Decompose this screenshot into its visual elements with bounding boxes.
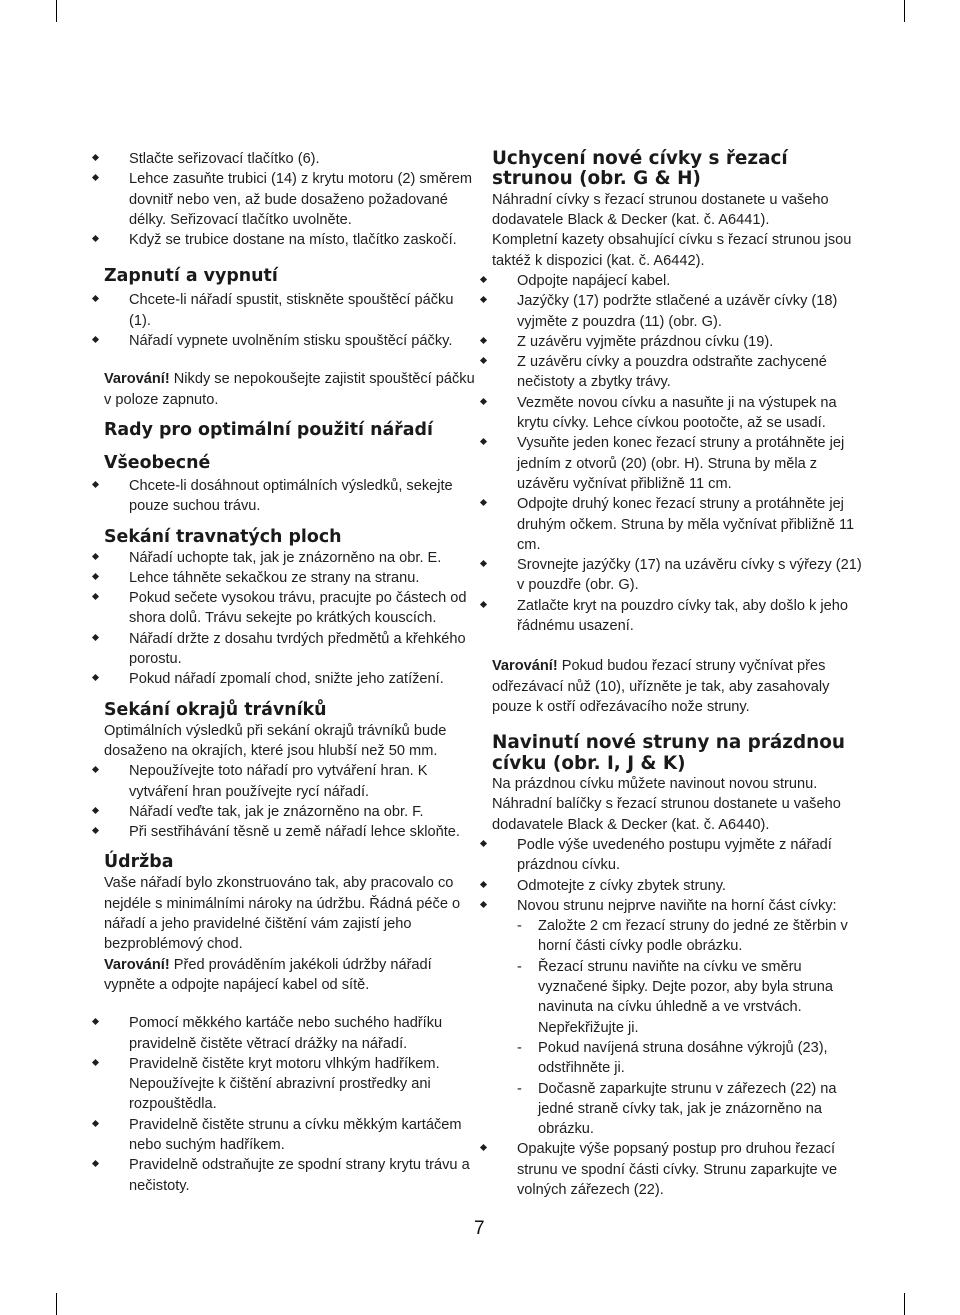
crop-mark	[904, 1293, 905, 1315]
bullet-icon	[480, 880, 487, 887]
list-item: Při sestřihávání těsně u země nářadí lehce skloňte.	[104, 822, 476, 842]
list-item: Odmotejte z cívky zbytek struny.	[492, 876, 864, 896]
sub-list-item: - Řezací strunu naviňte na cívku ve směru vyznačené šipky. Dejte pozor, aby byla struna navinuta na cívku úhledně a ve vrstvách. Nepřekřižujte ji.	[517, 958, 834, 1036]
section-heading: Sekání okrajů trávníků	[104, 699, 327, 720]
crop-mark	[904, 0, 905, 22]
list-item: Jazýčky (17) podržte stlačené a uzávěr cívky (18) vyjměte z pouzdra (11) (obr. G).	[492, 291, 864, 332]
bullet-icon	[480, 1144, 487, 1151]
list-item: Pomocí měkkého kartáče nebo suchého hadříku pravidelně čistěte větrací drážky na nářadí.	[104, 1013, 476, 1054]
section-heading: Zapnutí a vypnutí	[104, 266, 278, 287]
bullet-icon	[92, 235, 99, 242]
bullet-icon	[92, 827, 99, 834]
paragraph: Náhradní balíčky s řezací strunou dostanete u vašeho dodavatele Black & Decker (kat. č. A6440).	[492, 796, 841, 833]
list-item: Pravidelně čistěte strunu a cívku měkkým kartáčem nebo suchým hadříkem.	[104, 1115, 476, 1156]
paragraph: Náhradní cívky s řezací strunou dostanete u vašeho dodavatele Black & Decker (kat. č. A6441).	[492, 191, 829, 229]
warning-label: Varování!	[104, 956, 170, 973]
section-heading: Rady pro optimální použití nářadí	[104, 419, 433, 440]
section-heading: Údržba	[104, 852, 174, 873]
sub-heading: Všeobecné	[104, 452, 211, 473]
list-item: Pokud sečete vysokou trávu, pracujte po částech od shora dolů. Trávu sekejte po krátkých kouscích.	[104, 588, 476, 629]
list-item: Pravidelně odstraňujte ze spodní strany krytu trávu a nečistoty.	[104, 1155, 476, 1196]
bullet-icon	[480, 438, 487, 445]
bullet-icon	[480, 357, 487, 364]
page-number: 7	[474, 1218, 485, 1239]
bullet-icon	[480, 296, 487, 303]
tips-list	[104, 476, 476, 517]
list-item: Opakujte výše popsaný postup pro druhou řezací strunu ve spodní části cívky. Strunu zaparkujte ve volných zářezech (22).	[492, 1139, 864, 1200]
list-item: Pravidelně čistěte kryt motoru vlhkým hadříkem. Nepoužívejte k čištění abrazivní prostředky ani rozpouštědla.	[104, 1054, 476, 1115]
dash-icon: -	[517, 958, 522, 975]
list-item: Lehce táhněte sekačkou ze strany na stranu.	[104, 568, 476, 588]
warning-paragraph: Varování! Pokud budou řezací struny vyčnívat přes odřezávací nůž (10), uřízněte je tak, aby zasahovaly pouze k ostří odřezávacího nože struny.	[492, 658, 830, 715]
bullet-icon	[92, 593, 99, 600]
paragraph: Optimálních výsledků při sekání okrajů trávníků bude dosaženo na okrajích, které jsou hlubší než 50 mm.	[104, 722, 447, 759]
bullet-icon	[480, 601, 487, 608]
edges-list	[104, 761, 476, 842]
warning-label: Varování!	[492, 658, 558, 675]
paragraph: Kompletní kazety obsahující cívku s řezací strunou jsou taktéž k dispozici (kat. č. A6442).	[492, 232, 852, 269]
bullet-icon	[92, 174, 99, 181]
list-item: Odpojte napájecí kabel.	[492, 271, 864, 291]
intro-list	[104, 149, 476, 250]
warning-label: Varování!	[104, 371, 170, 388]
bullet-icon	[92, 553, 99, 560]
list-item: Nářadí veďte tak, jak je znázorněno na obr. F.	[104, 802, 476, 822]
list-item: Novou strunu nejprve naviňte na horní část cívky: - Založte 2 cm řezací struny do jedné ze štěrbin v horní části cívky podle obrázku. - Řezací strunu naviňte na cívku ve směru vyznačené šipky. Dejte pozor, aby byla struna navinuta na cívku úhledně a ve vrstvách. Nepřekřižujte ji. - Pokud navíjená struna dosáhne výkrojů (23), odstřihněte ji. - Dočasně zaparkujte strunu v zářezech (22) na jedné straně cívky tak, jak je znázorněno na obrázku.	[492, 896, 864, 1140]
dash-icon: -	[517, 918, 522, 935]
section-heading: Navinutí nové struny na prázdnou cívku (obr. I, J & K)	[492, 732, 845, 774]
bullet-icon	[92, 1018, 99, 1025]
list-item: Vysuňte jeden konec řezací struny a protáhněte jej jedním z otvorů (20) (obr. H). Struna by měla z uzávěru vyčnívat přibližně 11 cm.	[492, 433, 864, 494]
bullet-icon	[92, 766, 99, 773]
list-item: Nářadí uchopte tak, jak je znázorněno na obr. E.	[104, 548, 476, 568]
bullet-icon	[480, 276, 487, 283]
left-column	[104, 149, 476, 1196]
list-item: Vezměte novou cívku a nasuňte ji na výstupek na krytu cívky. Lehce cívkou pootočte, až se usadí.	[492, 393, 864, 434]
warning-paragraph: Varování! Před prováděním jakékoli údržby nářadí vypněte a odpojte napájecí kabel od sítě.	[104, 956, 432, 993]
bullet-icon	[92, 1120, 99, 1127]
list-item: Odpojte druhý konec řezací struny a protáhněte jej druhým očkem. Struna by měla vyčnívat přibližně 11 cm.	[492, 494, 864, 555]
dash-icon: -	[517, 1039, 522, 1056]
section-heading: Uchycení nové cívky s řezací strunou (obr. G & H)	[492, 148, 788, 190]
bullet-icon	[92, 1059, 99, 1066]
bullet-icon	[480, 901, 487, 908]
list-item: Srovnejte jazýčky (17) na uzávěru cívky s výřezy (21) v pouzdře (obr. G).	[492, 555, 864, 596]
list-item: Lehce zasuňte trubici (14) z krytu motoru (2) směrem dovnitř nebo ven, až bude dosaženo požadované délky. Seřizovací tlačítko uvolněte.	[104, 169, 476, 230]
rewind-list	[492, 835, 864, 1200]
sub-list-item: - Pokud navíjená struna dosáhne výkrojů (23), odstřihněte ji.	[517, 1039, 828, 1077]
bullet-icon	[92, 807, 99, 814]
paragraph: Vaše nářadí bylo zkonstruováno tak, aby pracovalo co nejdéle s minimálními nároky na údržbu. Řádná péče o nářadí a jeho pravidelné čištění vám zajistí jeho bezproblémový chod.	[104, 875, 461, 953]
list-item: Nářadí vypnete uvolněním stisku spouštěcí páčky.	[104, 331, 476, 351]
list-item: Chcete-li nářadí spustit, stiskněte spouštěcí páčku (1).	[104, 290, 476, 331]
warning-paragraph: Varování! Nikdy se nepokoušejte zajistit spouštěcí páčku v poloze zapnuto.	[104, 371, 475, 408]
bullet-icon	[92, 154, 99, 161]
right-column	[492, 149, 864, 1200]
bullet-icon	[92, 573, 99, 580]
lawn-list	[104, 548, 476, 690]
maintenance-list	[104, 1013, 476, 1196]
list-item: Nářadí držte z dosahu tvrdých předmětů a křehkého porostu.	[104, 629, 476, 670]
list-item: Zatlačte kryt na pouzdro cívky tak, aby došlo k jeho řádnému usazení.	[492, 596, 864, 637]
section-heading: Sekání travnatých ploch	[104, 526, 342, 547]
list-item: Pokud nářadí zpomalí chod, snižte jeho zatížení.	[104, 669, 476, 689]
bullet-icon	[480, 337, 487, 344]
list-item: Z uzávěru vyjměte prázdnou cívku (19).	[492, 332, 864, 352]
list-item: Nepoužívejte toto nářadí pro vytváření hran. K vytváření hran používejte rycí nářadí.	[104, 761, 476, 802]
spool-list	[492, 271, 864, 636]
bullet-icon	[480, 499, 487, 506]
list-item: Stlačte seřizovací tlačítko (6).	[104, 149, 476, 169]
list-item: Z uzávěru cívky a pouzdra odstraňte zachycené nečistoty a zbytky trávy.	[492, 352, 864, 393]
bullet-icon	[480, 560, 487, 567]
list-item: Chcete-li dosáhnout optimálních výsledků, sekejte pouze suchou trávu.	[104, 476, 476, 517]
crop-mark	[56, 1293, 57, 1315]
bullet-icon	[92, 295, 99, 302]
paragraph: Na prázdnou cívku můžete navinout novou strunu.	[492, 776, 818, 793]
list-item: Podle výše uvedeného postupu vyjměte z nářadí prázdnou cívku.	[492, 835, 864, 876]
bullet-icon	[92, 336, 99, 343]
bullet-icon	[92, 674, 99, 681]
bullet-icon	[480, 840, 487, 847]
sub-list-item: - Dočasně zaparkujte strunu v zářezech (22) na jedné straně cívky tak, jak je znázorněno na obrázku.	[517, 1080, 837, 1138]
on-off-list	[104, 290, 476, 351]
bullet-icon	[480, 398, 487, 405]
rewind-sublist	[517, 916, 864, 1139]
sub-list-item: - Založte 2 cm řezací struny do jedné ze štěrbin v horní části cívky podle obrázku.	[517, 918, 848, 955]
crop-mark	[56, 0, 57, 22]
list-item: Když se trubice dostane na místo, tlačítko zaskočí.	[104, 230, 476, 250]
dash-icon: -	[517, 1080, 522, 1097]
bullet-icon	[92, 481, 99, 488]
bullet-icon	[92, 634, 99, 641]
bullet-icon	[92, 1160, 99, 1167]
